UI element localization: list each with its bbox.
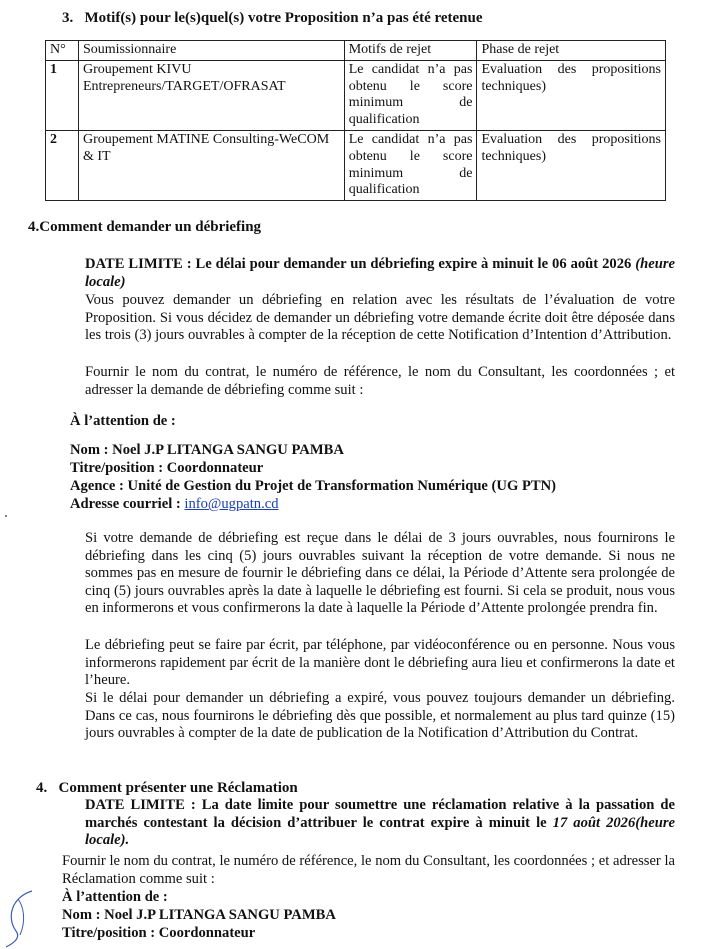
contact-name: Nom : Noel J.P LITANGA SANGU PAMBA [70,442,344,458]
complaint-deadline [85,797,675,850]
header-reason: Motifs de rejet [344,41,477,61]
row-bidder: Groupement MATINE Consulting-WeCOM & IT [78,130,344,200]
complaint-deadline-text: La date limite pour soumettre une réclamation relative à la passation de marchés contestant la décision d’attribuer le contrat expire à minuit le [85,797,675,831]
debriefing-paragraph-1: Vous pouvez demander un débriefing en relation avec les résultats de l’évaluation de votre Proposition. Si vous décidez de demander un débriefing votre demande écrite doit être déposée dans les trois (3) jours ouvrables à compter de la réception de cette Notification d’Intention d’Attribution. [85,292,675,344]
section-3-title: Motif(s) pour le(s)quel(s) votre Proposition n’a pas été retenue [84,10,483,26]
attention-label: À l’attention de : [70,413,176,429]
row-no: 2 [46,130,79,200]
deadline-italic: (heure locale) [85,256,675,290]
row-phase: Evaluation des propositions techniques) [477,60,666,130]
email-link[interactable]: info@ugpatn.cd [184,496,279,512]
row-reason: Le candidat n’a pas obtenu le score minimum de qualification [344,60,477,130]
complaint-deadline-italic: 17 août 2026(heure locale). [85,814,675,849]
complaint-number: 4. [36,780,48,796]
row-reason: Le candidat n’a pas obtenu le score minimum de qualification [344,130,477,200]
table-row [46,60,666,130]
handwritten-mark-icon [2,887,42,949]
contact-email-line [70,496,279,514]
deadline-label: DATE LIMITE : [85,256,192,272]
deadline-text: Le délai pour demander un débriefing expire à minuit le 06 août 2026 [191,256,632,272]
complaint-attention-label: À l’attention de : [62,889,168,905]
complaint-contact-name: Nom : Noel J.P LITANGA SANGU PAMBA [62,907,336,923]
header-no: N° [46,41,79,61]
debriefing-paragraph-5: Si le délai pour demander un débriefing a expiré, vous pouvez toujours demander un débriefing. Dans ce cas, nous fournirons le débriefing dès que possible, et normalement au plus tard quinze (15) jours ouvrables à compter de la date de publication de la Notification d’Attribution du Contrat. [85,690,675,742]
row-bidder: Groupement KIVU Entrepreneurs/TARGET/OFRASAT [78,60,344,130]
section-4-complaint-heading [36,780,298,798]
complaint-title: Comment présenter une Réclamation [58,780,298,796]
complaint-deadline-label: DATE LIMITE : [85,797,196,813]
header-bidder: Soumissionnaire [78,41,344,61]
section-4-debriefing-heading: 4.Comment demander un débriefing [28,219,262,235]
complaint-contact-title: Titre/position : Coordonnateur [62,925,256,941]
margin-dot [5,515,7,517]
row-phase: Evaluation des propositions techniques) [477,130,666,200]
row-no: 1 [46,60,79,130]
complaint-paragraph-1: Fournir le nom du contrat, le numéro de référence, le nom du Consultant, les coordonnées ; et adresser la Réclamation comme suit : [62,853,675,887]
contact-title: Titre/position : Coordonnateur [70,460,264,476]
rejection-table [45,40,666,201]
section-3-heading [62,10,483,28]
section-3-number: 3. [62,10,74,26]
table-header-row [46,41,666,61]
contact-agency: Agence : Unité de Gestion du Projet de Transformation Numérique (UG PTN) [70,478,557,494]
table-row [46,130,666,200]
debriefing-paragraph-2: Fournir le nom du contrat, le numéro de référence, le nom du Consultant, les coordonnées ; et adresser la demande de débriefing comme suit : [85,364,675,398]
email-label: Adresse courriel : [70,496,185,512]
debriefing-deadline [85,256,675,291]
header-phase: Phase de rejet [477,41,666,61]
debriefing-paragraph-4: Le débriefing peut se faire par écrit, par téléphone, par vidéoconférence ou en personne. Nous vous informerons rapidement par écrit de la manière dont le débriefing aura lieu et confirmerons la date et l’heure. [85,637,675,689]
debriefing-paragraph-3: Si votre demande de débriefing est reçue dans le délai de 3 jours ouvrables, nous fournirons le débriefing dans les cinq (5) jours ouvrables suivant la réception de votre demande. Si nous ne sommes pas en mesure de fournir le débriefing dans ce délai, la Période d’Attente sera prolongée de cinq (5) jours ouvrables après la date à laquelle le débriefing est fourni. Si cela se produit, nous vous en informerons et vous confirmerons la date à laquelle la Période d’Attente prolongée prendra fin. [85,530,675,617]
